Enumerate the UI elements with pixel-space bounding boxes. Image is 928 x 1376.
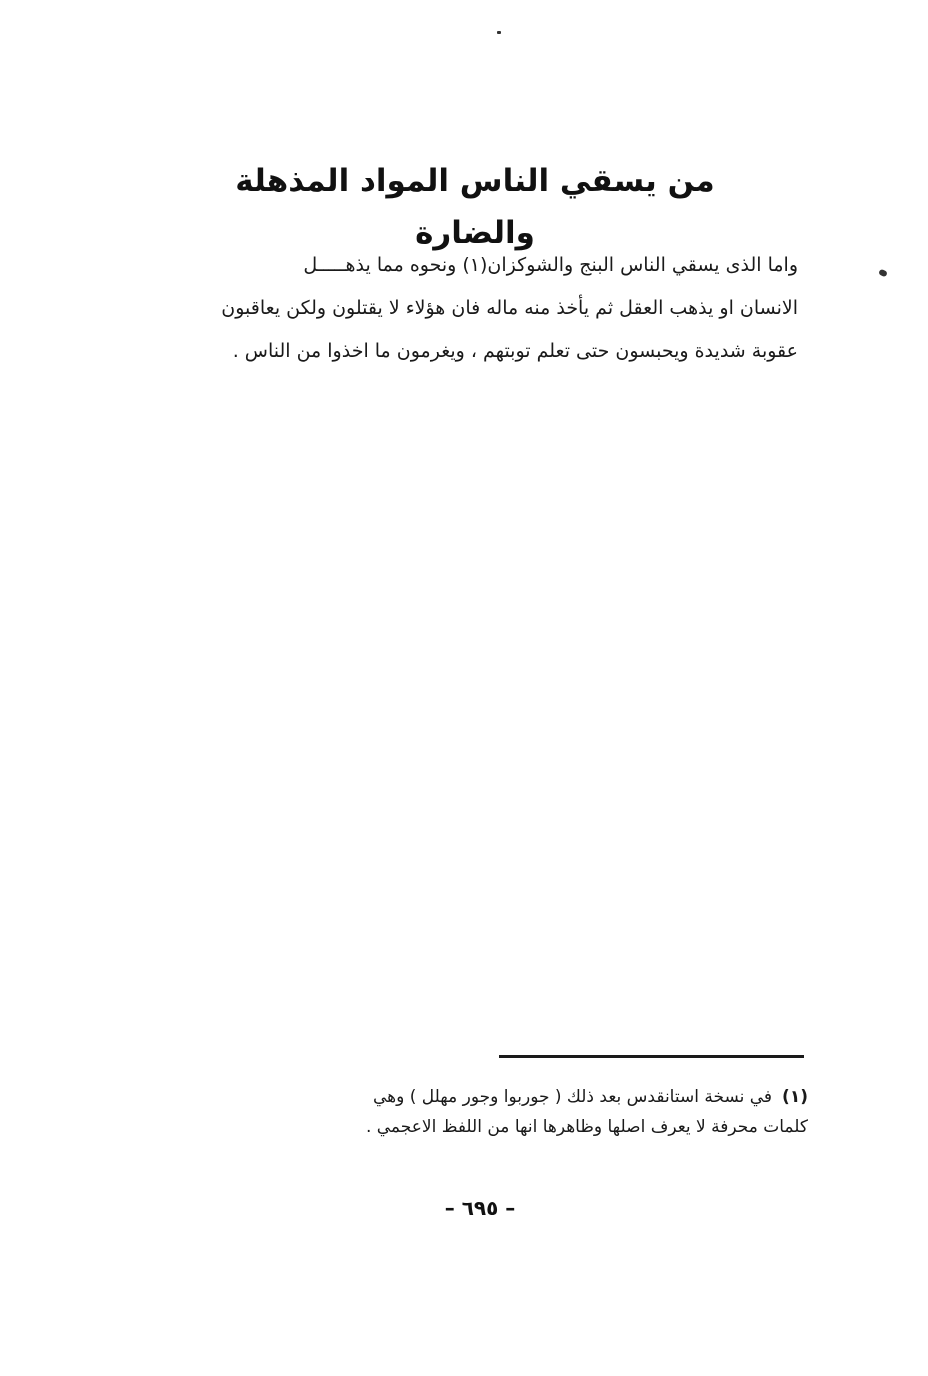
footnote: [160, 1082, 808, 1142]
footnote-line: [160, 1082, 808, 1112]
footnote-separator: [499, 1055, 804, 1058]
body-line: واما الذى يسقي الناس البنج والشوكزان(١) ونحوه مما يذهـــــل: [303, 254, 798, 276]
body-line: الانسان او يذهب العقل ثم يأخذ منه ماله فان هؤلاء لا يقتلون ولكن يعاقبون: [221, 297, 798, 319]
page-number: – ٦٩٥ –: [444, 1196, 516, 1220]
footnote-marker: (١): [782, 1087, 808, 1107]
footnote-line: كلمات محرفة لا يعرف اصلها وظاهرها انها من اللفظ الاعجمي .: [365, 1117, 808, 1137]
scan-speck: [497, 31, 501, 34]
body-line: عقوبة شديدة ويحبسون حتى تعلم توبتهم ، ويغرمون ما اخذوا من الناس .: [232, 340, 798, 362]
body-paragraph: [150, 244, 798, 373]
page-title: من يسقي الناس المواد المذهلة والضارة: [235, 163, 715, 251]
footnote-text: في نسخة استانقدس بعد ذلك ( جوربوا وجور مهلل ) وهي: [373, 1087, 773, 1107]
margin-mark: [878, 269, 888, 278]
